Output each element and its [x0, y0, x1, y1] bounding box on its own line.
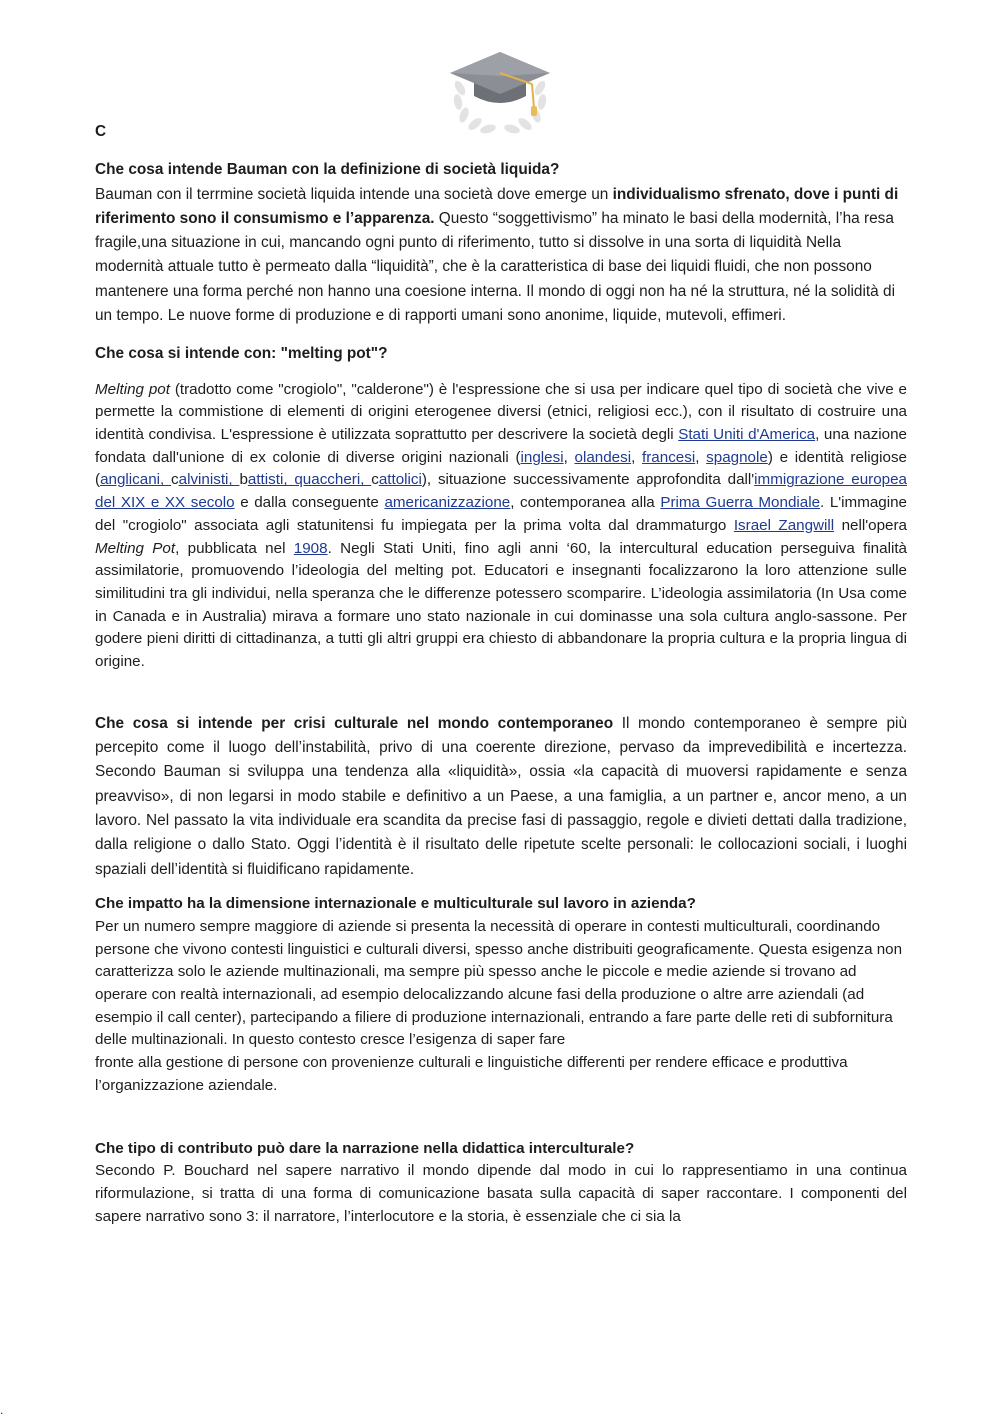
answer-text: c — [371, 471, 379, 489]
document-body — [95, 120, 907, 1228]
link-quaccheri[interactable]: quaccheri, — [294, 471, 372, 489]
answer-text: (tradotto come "crogiolo", "calderone") è l'espressione che si usa per indicare quel tipo di società che vive e permette la commistione di elementi di origini eterogenee diversi (etnici, religiosi ecc.), con il risultato di costruire una identità condivisa. L'espressione è utilizzata soprattutto per descrivere la società degli — [95, 380, 907, 444]
link-1908[interactable]: 1908 — [293, 539, 328, 557]
section-societa-liquida — [95, 158, 907, 328]
link-calvinisti[interactable]: alvinisti, — [178, 471, 240, 489]
answer-text: , pubblicata nel — [175, 539, 294, 557]
link-spagnole[interactable]: spagnole — [706, 448, 768, 466]
answer-text: Il mondo contemporaneo è sempre più percepito come il luogo dell’instabilità, privo di una coerente direzione, pervaso da imprevedibilità e incertezza. Secondo Bauman si sviluppa una tendenza alla «liquidità», ossia «la capacità di muoversi rapidamente e senza preavviso», di non legarsi in modo stabile e definitivo a un Paese, a una famiglia, a un partner e, ancor meno, a un lavoro. Nel passato la vita individuale era scandita da precise fasi di passaggio, regole e divieti dettati dalla tradizione, dalla religione o dallo Stato. Oggi l’identità è il risultato delle ripetute scelte personali: le collocazioni sociali, i luoghi spaziali dell’identità si fluidificano rapidamente. — [95, 714, 908, 878]
italic-term: Melting Pot — [95, 539, 176, 557]
link-olandesi[interactable]: olandesi — [574, 448, 632, 466]
question-heading: Che cosa intende Bauman con la definizione di società liquida? — [95, 161, 560, 179]
answer-text: Questo “soggettivismo” ha minato le basi della modernità, l’ha resa fragile,una situazione in cui, mancando ogni punto di riferimento, tutto si dissolve in una sorta di liquidità Nella modernità attuale tutto è permeato dalla “liquidità”, che è la caratteristica di base dei liquidi fluidi, che non possono mantenere una forma perché non hanno una coesione interna. Il mondo di oggi non ha né la struttura, né la solidità di un tempo. Le nuove forme di produzione e di rapporti umani sono anonime, liquide, mutevoli, effimeri. — [95, 209, 895, 325]
section-melting-pot — [95, 342, 907, 673]
link-prima-guerra-mondiale[interactable]: Prima Guerra Mondiale — [660, 494, 821, 512]
answer-text: Bauman con il terrmine società liquida intende una società dove emerge un — [95, 185, 613, 203]
answer-paragraph — [95, 712, 907, 882]
answer-paragraph — [95, 183, 907, 329]
answer-paragraph: Per un numero sempre maggiore di aziende si presenta la necessità di operare in contesti multiculturali, coordinando persone che vivono contesti linguistici e culturali diversi, spesso anche distribuiti geograficamente. Questa esigenza non caratterizza solo le aziende multinazionali, ma sempre più spesso anche le piccole e medie aziende si trovano ad operare con realtà internazionali, ad esempio delocalizzando alcune fasi della produzione o altre arre aziendali (ad — [95, 917, 903, 1003]
question-heading: Che cosa si intende con: "melting pot"? — [95, 345, 388, 363]
answer-text: e dalla conseguente — [234, 494, 385, 512]
answer-text: , contemporanea alla — [510, 494, 661, 512]
question-heading: Che tipo di contributo può dare la narrazione nella didattica interculturale? — [95, 1139, 635, 1157]
question-heading: Che impatto ha la dimensione internazionale e multiculturale sul lavoro in azienda? — [95, 894, 696, 912]
section-letter: C — [95, 123, 107, 140]
answer-bold-text: individualismo sfrenato, dove i punti di riferimento sono il consumismo e l’apparenza. — [95, 185, 899, 227]
page-mark: . — [0, 1403, 4, 1417]
answer-text: . L'immagine del "crogiolo" associata agli statunitensi fu impiegata per la prima volta dal drammaturgo — [95, 494, 908, 534]
answer-text: , una nazione fondata dall'unione di ex colonie di diverse origini nazionali ( — [95, 426, 907, 466]
link-inglesi[interactable]: inglesi — [520, 448, 564, 466]
link-battisti[interactable]: attisti, — [247, 471, 295, 489]
answer-text: . Negli Stati Uniti, fino agli anni ‘60, la intercultural education perseguiva finalità assimilatorie, promuovendo l’ideologia del melting pot. Educatori e insegnanti focalizzarono la loro attenzione sulle similitudini tra gli individui, nella speranza che le differenze potessero scomparire. L’ideologia assimilatoria (In Usa come in Canada e in Australia) mirava a formare uno stato nazionale in cui dominasse una sola cultura anglo-sassone. Per godere pieni diritti di cittadinanza, a tutti gli altri gruppi era chiesto di abbandonare la propria cultura e la propria lingua di origine. — [95, 539, 907, 671]
answer-paragraph: Melting pot (tradotto come "crogiolo", "calderone") è l'espressione che si usa per indicare quel tipo di società che vive e permette la commistione di elementi di origini eterogenee diversi (etnici, religiosi ecc.), con il risultato di costruire una identità condivisa. L'espressione è utilizzata soprattutto per descrivere la società degli Stati Uniti d'America, una nazione fondata dall'unione di ex colonie di diverse origini nazionali (inglesi, olandesi, francesi, spagnole) e identità religiose (anglicani, calvinisti, battisti, quaccheri, cattolici), situazione successivamente approfondita dall'immigrazione europea del XIX e XX secolo e dalla conseguente americanizzazione, contemporanea alla Prima Guerra Mondiale. L'immagine del "crogiolo" associata agli statunitensi fu impiegata per la prima volta dal drammaturgo Israel Zangwill nell'opera Melting Pot, pubblicata nel 1908. Negli Stati Uniti, fino agli anni ‘60, la intercultural education perseguiva finalità assimilatorie, promuovendo l’ideologia del melting pot. Educatori e insegnanti focalizzarono la loro attenzione sulle similitudini tra gli individui, nella speranza che le differenze potessero scomparire. L’ideologia assimilatoria (In Usa come in Canada e in Australia) mirava a formare uno stato nazionale in cui dominasse una sola cultura anglo-sassone. Per godere pieni diritti di cittadinanza, a tutti gli altri gruppi era chiesto di abbandonare la propria cultura e la propria lingua di origine. — [95, 380, 908, 671]
section-narrazione — [95, 1138, 907, 1229]
answer-paragraph: esempio il call center), partecipando a filiere di produzione internazionali, entrando a fare parte delle reti di subfornitura delle multinazionali. In questo contesto cresce l’esigenza di saper fare — [95, 1008, 893, 1049]
link-stati-uniti[interactable]: Stati Uniti d'America — [678, 426, 816, 444]
section-crisi-culturale — [95, 712, 907, 882]
answer-text: c — [171, 471, 179, 489]
section-impatto-multiculturale — [95, 892, 907, 1098]
answer-text: ) e identità religiose ( — [95, 448, 907, 489]
link-immigrazione-europea[interactable]: immigrazione europea del XIX e XX secolo — [95, 471, 908, 512]
link-israel-zangwill[interactable]: Israel Zangwill — [733, 516, 835, 534]
answer-text: ), situazione successivamente approfondita dall' — [421, 471, 755, 489]
answer-text: nell'opera — [834, 516, 907, 534]
link-cattolici[interactable]: attolici — [378, 471, 422, 489]
answer-paragraph: fronte alla gestione di persone con provenienze culturali e linguistiche differenti per rendere efficace e produttiva l’organizzazione aziendale. — [95, 1054, 848, 1094]
answer-paragraph: Secondo P. Bouchard nel sapere narrativo il mondo dipende dal modo in cui lo rappresentiamo in una continua riformulazione, si tratta di una forma di comunicazione basata sulla capacità di saper raccontare. I componenti del sapere narrativo sono 3: il narratore, l’interlocutore e la storia, è essenziale che ci sia la — [95, 1162, 907, 1225]
link-americanizzazione[interactable]: americanizzazione — [384, 494, 511, 512]
answer-text: b — [239, 471, 248, 489]
question-heading: Che cosa si intende per crisi culturale nel mondo contemporaneo — [95, 714, 614, 732]
link-francesi[interactable]: francesi — [642, 448, 696, 466]
italic-term: Melting pot — [95, 380, 170, 398]
link-anglicani[interactable]: anglicani, — [100, 471, 172, 489]
